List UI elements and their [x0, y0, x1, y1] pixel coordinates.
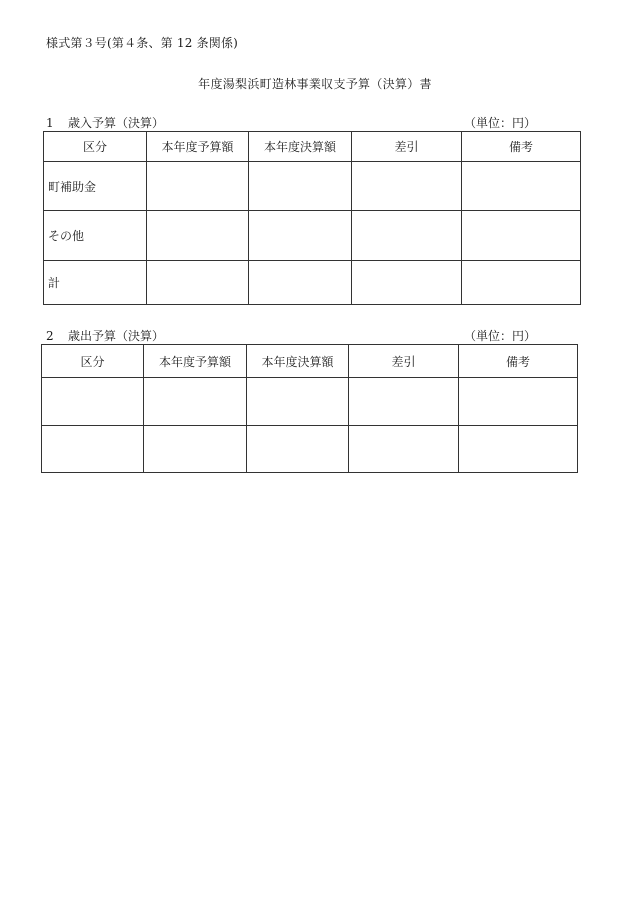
- expense-col-budget: 本年度予算額: [144, 345, 247, 378]
- revenue-row-label-town-subsidy: 町補助金: [44, 162, 147, 211]
- revenue-table-header-row: [44, 132, 581, 162]
- expense-cell-difference[interactable]: [349, 426, 459, 473]
- expense-cell-remarks[interactable]: [459, 426, 578, 473]
- expense-section-heading: [46, 327, 164, 344]
- expense-col-remarks: 備考: [459, 345, 578, 378]
- expense-section-number: 2: [46, 329, 54, 343]
- revenue-row-label-total: 計: [44, 261, 147, 305]
- expense-cell-budget[interactable]: [144, 378, 247, 426]
- expense-table-header-row: [42, 345, 578, 378]
- revenue-col-remarks: 備考: [462, 132, 581, 162]
- revenue-cell-difference[interactable]: [352, 162, 462, 211]
- expense-table: [41, 344, 578, 473]
- table-row: [42, 426, 578, 473]
- expense-cell-settlement[interactable]: [247, 378, 349, 426]
- table-row: [44, 211, 581, 261]
- expense-cell-budget[interactable]: [144, 426, 247, 473]
- table-row: [44, 261, 581, 305]
- revenue-table: [43, 131, 581, 305]
- revenue-col-category: 区分: [44, 132, 147, 162]
- revenue-section-number: 1: [46, 116, 54, 130]
- revenue-cell-remarks[interactable]: [462, 162, 581, 211]
- table-row: [42, 378, 578, 426]
- revenue-cell-budget[interactable]: [147, 211, 249, 261]
- expense-cell-settlement[interactable]: [247, 426, 349, 473]
- revenue-section-heading: [46, 114, 164, 131]
- expense-cell-category[interactable]: [42, 426, 144, 473]
- expense-cell-difference[interactable]: [349, 378, 459, 426]
- expense-section-title: 歳出予算（決算）: [68, 329, 165, 343]
- form-number: 様式第３号(第４条、第 12 条関係): [46, 36, 239, 50]
- revenue-cell-settlement[interactable]: [249, 211, 352, 261]
- document-title: 年度湯梨浜町造林事業収支予算（決算）書: [198, 77, 432, 91]
- revenue-cell-difference[interactable]: [352, 211, 462, 261]
- expense-col-category: 区分: [42, 345, 144, 378]
- revenue-cell-remarks[interactable]: [462, 261, 581, 305]
- table-row: [44, 162, 581, 211]
- revenue-section-title: 歳入予算（決算）: [68, 116, 165, 130]
- revenue-cell-settlement[interactable]: [249, 162, 352, 211]
- revenue-cell-settlement[interactable]: [249, 261, 352, 305]
- expense-cell-category[interactable]: [42, 378, 144, 426]
- expense-unit-label: （単位：円）: [464, 329, 537, 343]
- revenue-row-label-other: その他: [44, 211, 147, 261]
- expense-cell-remarks[interactable]: [459, 378, 578, 426]
- revenue-cell-budget[interactable]: [147, 162, 249, 211]
- expense-col-settlement: 本年度決算額: [247, 345, 349, 378]
- revenue-col-budget: 本年度予算額: [147, 132, 249, 162]
- revenue-unit-label: （単位：円）: [464, 116, 537, 130]
- revenue-col-settlement: 本年度決算額: [249, 132, 352, 162]
- revenue-cell-difference[interactable]: [352, 261, 462, 305]
- revenue-col-difference: 差引: [352, 132, 462, 162]
- expense-col-difference: 差引: [349, 345, 459, 378]
- revenue-cell-budget[interactable]: [147, 261, 249, 305]
- revenue-cell-remarks[interactable]: [462, 211, 581, 261]
